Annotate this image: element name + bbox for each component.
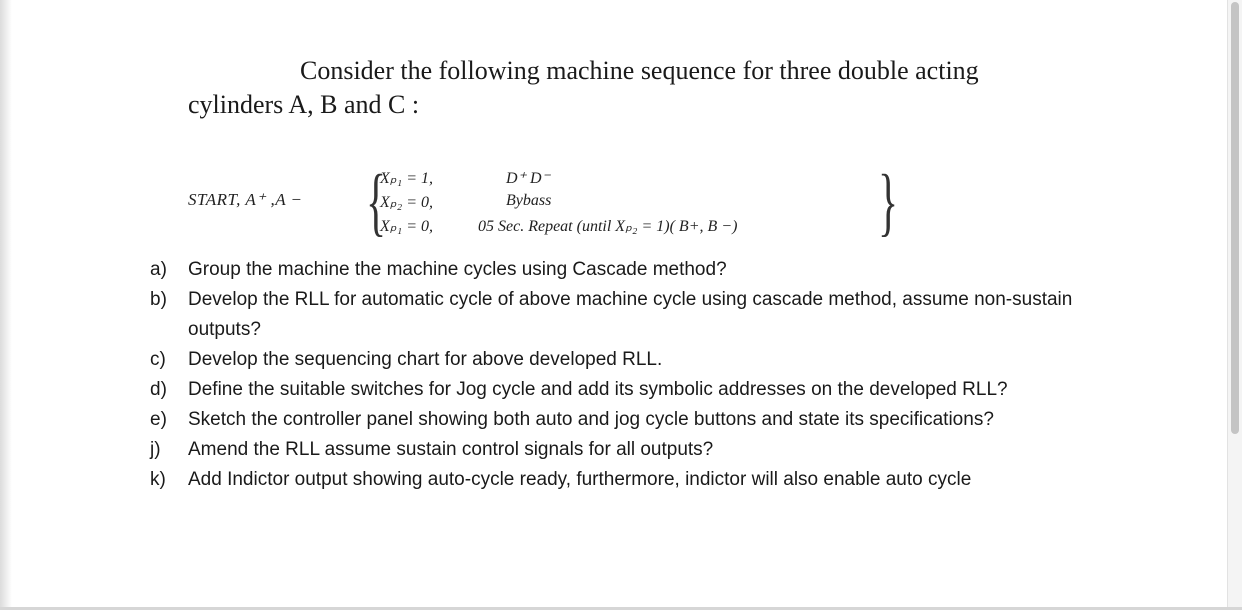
sequence-left-brace: { [366, 160, 387, 244]
question-label: k) [150, 469, 166, 490]
intro-line-1: Consider the following machine sequence for three double acting [300, 56, 979, 85]
sequence-action-3: 05 Sec. Repeat (until Xₚ₂ = 1)( B+, B −) [478, 218, 738, 235]
question-text: Group the machine the machine cycles using Cascade method? [188, 259, 727, 280]
question-label: a) [150, 259, 167, 280]
scrollbar-track[interactable] [1227, 0, 1242, 610]
question-item [150, 435, 1110, 465]
question-label: j) [150, 439, 161, 460]
sequence-condition-2: Xₚ₂ = 0, [380, 194, 433, 211]
question-label: c) [150, 349, 166, 370]
question-item [150, 405, 1110, 435]
question-text: Develop the sequencing chart for above developed RLL. [188, 349, 663, 370]
question-text: Amend the RLL assume sustain control signals for all outputs? [188, 439, 714, 460]
question-text: Develop the RLL for automatic cycle of above machine cycle using cascade method, assume non-sustain outputs? [188, 289, 1073, 340]
sequence-action-2: Bybass [506, 192, 552, 209]
question-text: Add Indictor output showing auto-cycle ready, furthermore, indictor will also enable auto cycle [188, 469, 972, 490]
question-label: b) [150, 289, 167, 310]
question-item [150, 375, 1110, 405]
question-item [150, 465, 1110, 495]
question-item [150, 345, 1110, 375]
intro-line-2: cylinders A, B and C : [188, 90, 420, 119]
sequence-action-1: D⁺ D⁻ [506, 170, 550, 187]
question-text: Sketch the controller panel showing both auto and jog cycle buttons and state its specifications? [188, 409, 994, 430]
scrollbar-thumb[interactable] [1231, 2, 1239, 434]
sequence-right-brace: } [878, 160, 899, 244]
sequence-start: START, A⁺ ,A − [188, 190, 303, 209]
sequence-condition-3: Xₚ₁ = 0, [380, 218, 433, 235]
question-label: e) [150, 409, 167, 430]
question-text: Define the suitable switches for Jog cycle and add its symbolic addresses on the developed RLL? [188, 379, 1008, 400]
question-item [150, 285, 1110, 345]
question-list [150, 255, 1110, 495]
question-item [150, 255, 1110, 285]
question-label: d) [150, 379, 167, 400]
page-shadow [0, 0, 12, 610]
intro-paragraph [188, 54, 979, 122]
machine-sequence [188, 160, 948, 248]
sequence-condition-1: Xₚ₁ = 1, [380, 170, 433, 187]
